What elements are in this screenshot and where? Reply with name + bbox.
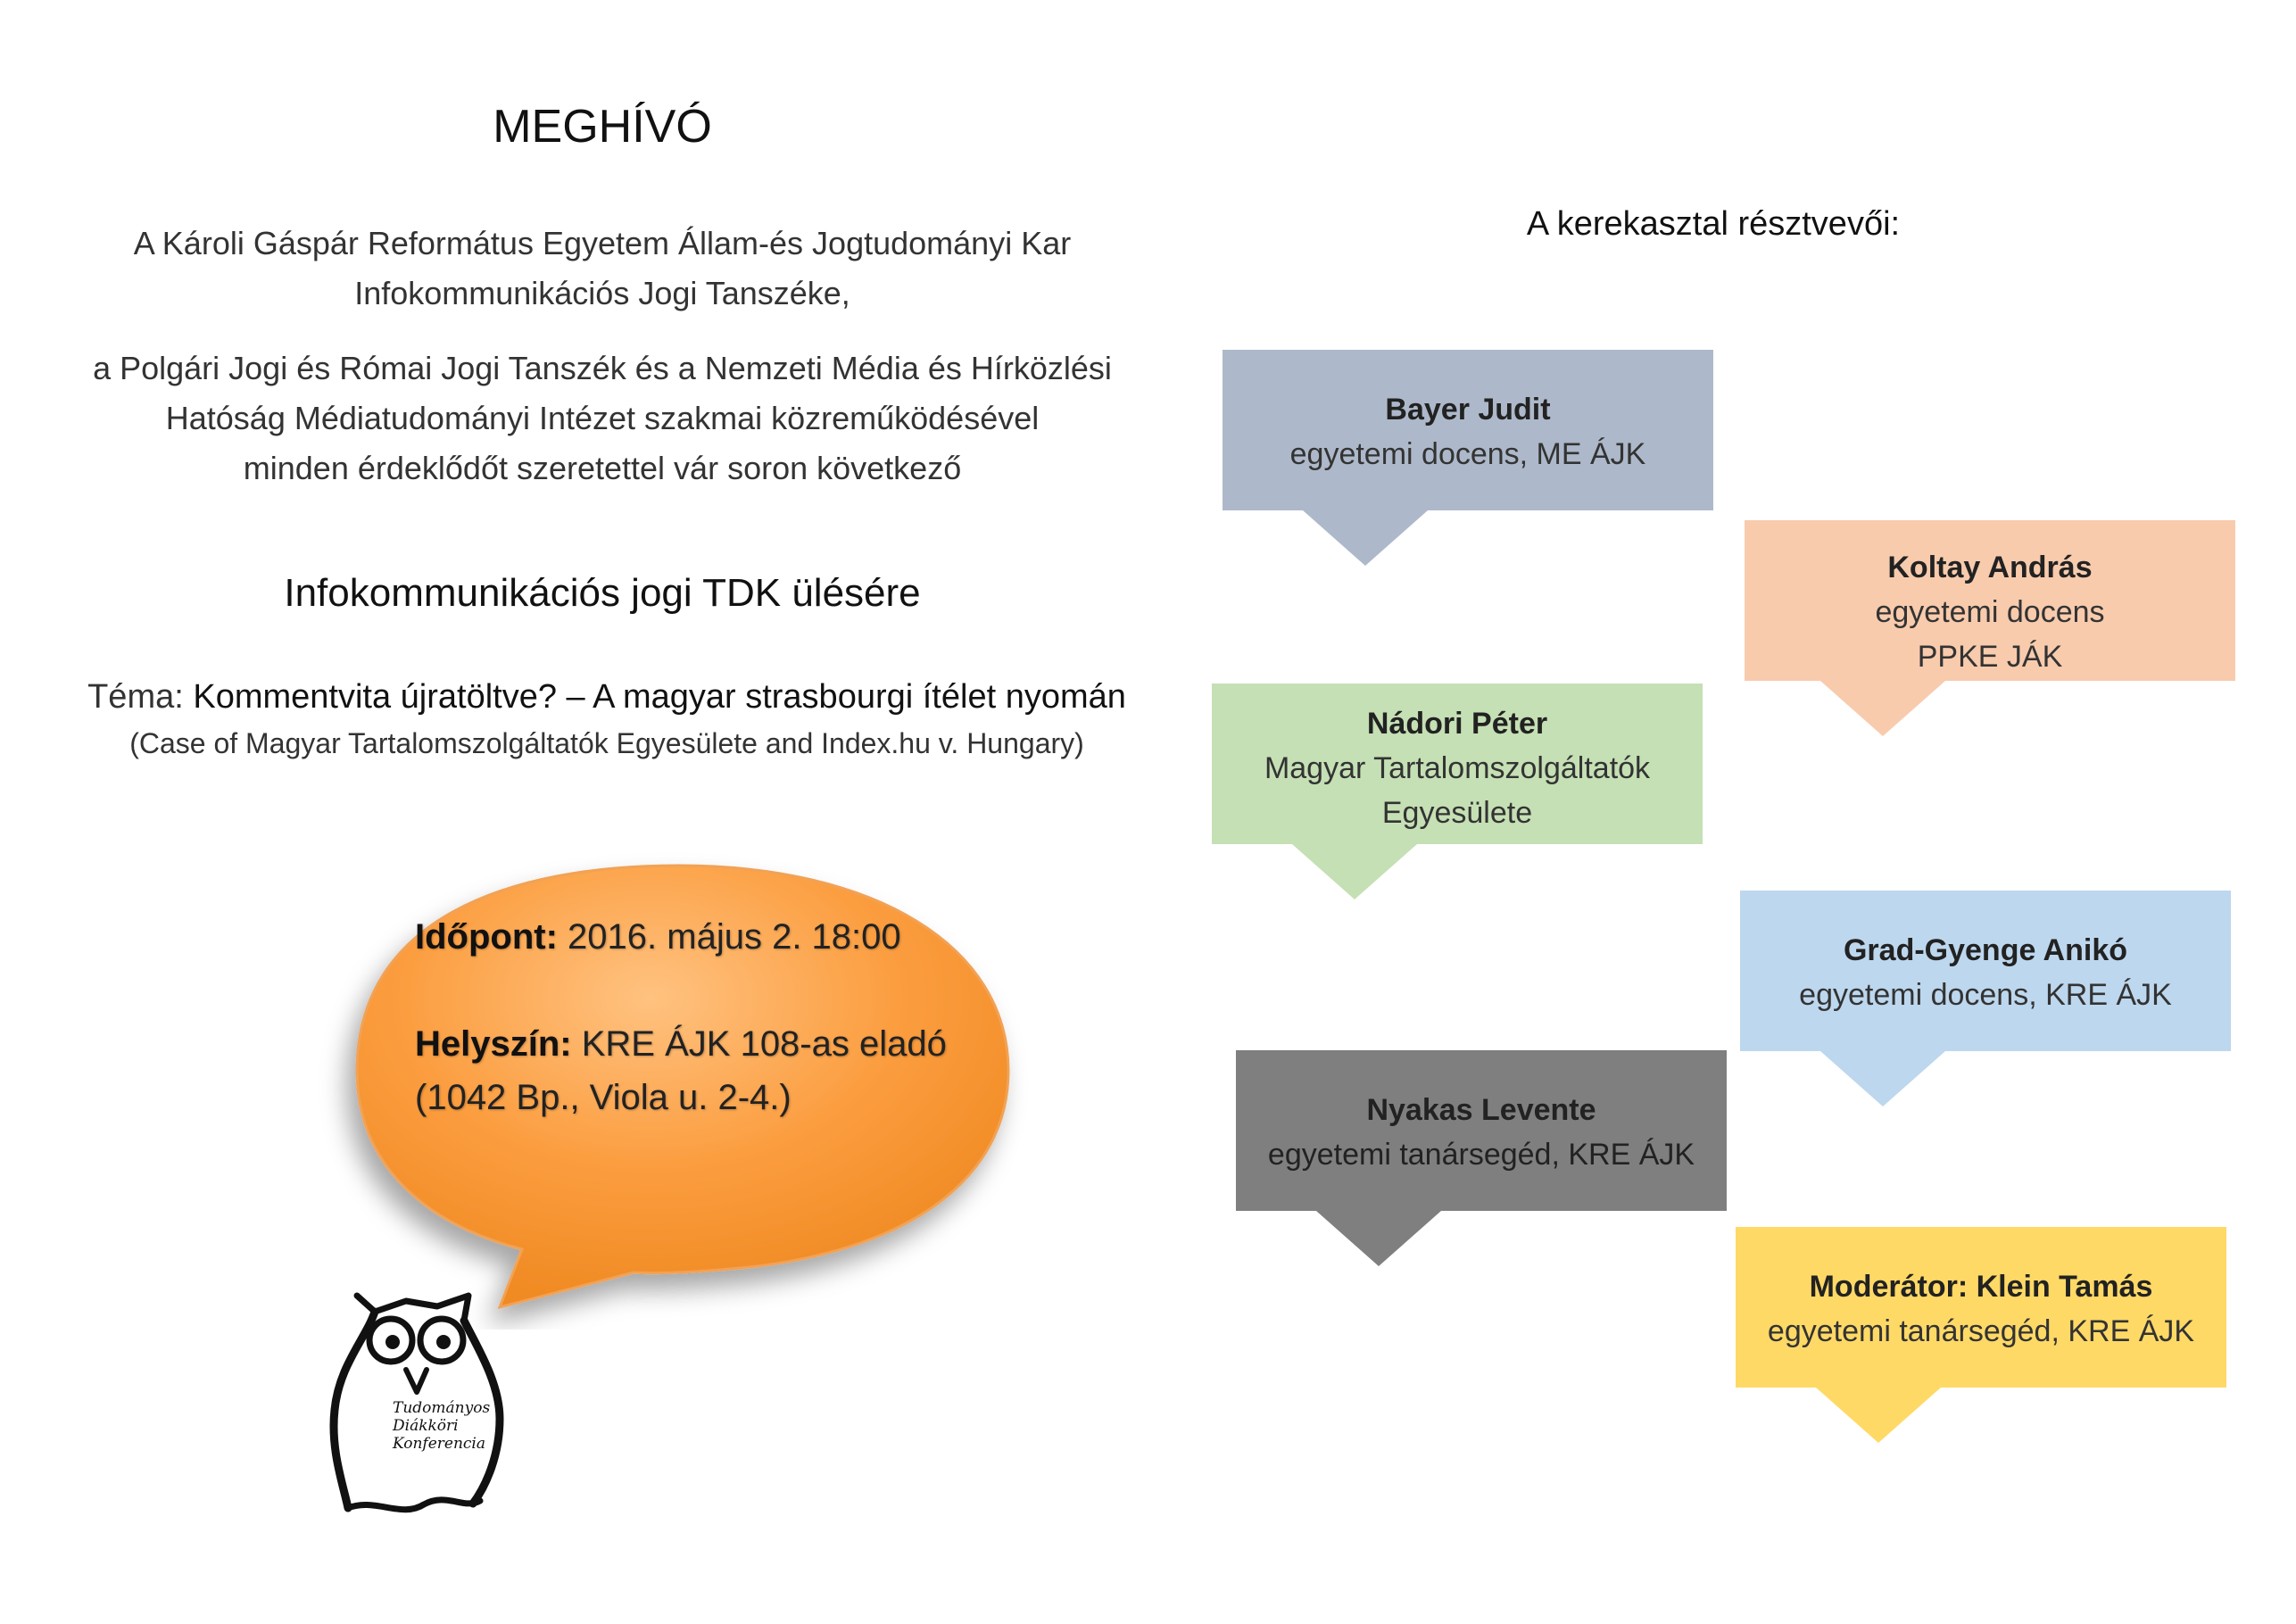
participant-card-koltay	[1745, 520, 2235, 681]
case-reference: (Case of Magyar Tartalomszolgáltatók Egyesülete and Index.hu v. Hungary)	[129, 727, 1084, 759]
callout-tail	[1316, 1211, 1441, 1266]
participant-role: egyetemi tanársegéd, KRE ÁJK	[1767, 1314, 2195, 1348]
participant-name: Nádori Péter	[1366, 707, 1548, 741]
callout-tail	[1292, 844, 1417, 899]
participant-affiliation: PPKE JÁK	[1917, 640, 2063, 674]
time-value: 2016. május 2. 18:00	[568, 917, 901, 957]
callout-tail	[1820, 1051, 1945, 1106]
participant-role: egyetemi docens, ME ÁJK	[1289, 437, 1646, 471]
intro-line: A Károli Gáspár Református Egyetem Állam-és Jogtudományi Kar	[133, 225, 1072, 261]
topic-label: Téma:	[87, 678, 184, 716]
participant-card-nyakas	[1236, 1050, 1727, 1211]
logo-line: Tudományos	[393, 1399, 491, 1417]
logo-line: Konferencia	[393, 1435, 486, 1453]
participant-role: egyetemi docens, KRE ÁJK	[1799, 978, 2172, 1012]
logo-text	[393, 1399, 490, 1453]
participant-card-nadori	[1212, 684, 1703, 844]
topic-line	[27, 678, 1187, 717]
participant-name: Bayer Judit	[1385, 393, 1551, 427]
participant-name: Grad-Gyenge Anikó	[1843, 933, 2128, 967]
place-label: Helyszín:	[415, 1024, 572, 1064]
event-time	[415, 910, 947, 964]
participant-card-bayer	[1223, 350, 1713, 510]
participant-name: Koltay András	[1887, 551, 2093, 584]
participant-affiliation: Egyesülete	[1381, 796, 1533, 830]
intro-organizer	[36, 219, 1169, 319]
participant-name: Moderátor: Klein Tamás	[1809, 1270, 2153, 1304]
callout-tail	[1820, 681, 1945, 736]
participants-title: A kerekasztal résztvevői:	[1526, 205, 1901, 243]
event-address: (1042 Bp., Viola u. 2-4.)	[415, 1078, 792, 1117]
callout-tail	[1816, 1388, 1941, 1443]
time-label: Időpont:	[415, 917, 558, 957]
topic-text: Kommentvita újratöltve? – A magyar strasbourgi ítélet nyomán	[193, 678, 1126, 716]
participant-card-grad-gyenge	[1740, 891, 2231, 1051]
logo-line: Diákköri	[393, 1417, 459, 1435]
intro-line: Infokommunikációs Jogi Tanszéke,	[354, 275, 850, 311]
participant-card-moderator	[1736, 1227, 2226, 1388]
participant-role: egyetemi docens	[1875, 595, 2105, 629]
event-place	[415, 1017, 947, 1071]
intro-line: Hatóság Médiatudományi Intézet szakmai közreműködésével	[165, 400, 1040, 436]
session-heading: Infokommunikációs jogi TDK ülésére	[284, 571, 921, 615]
intro-line: minden érdeklődőt szeretettel vár soron következő	[243, 450, 962, 486]
page-title: MEGHÍVÓ	[493, 101, 712, 153]
intro-cooperation	[36, 344, 1169, 493]
intro-line: a Polgári Jogi és Római Jogi Tanszék és a Nemzeti Média és Hírközlési	[93, 350, 1112, 386]
participant-role: egyetemi tanársegéd, KRE ÁJK	[1267, 1138, 1695, 1172]
participant-role: Magyar Tartalomszolgáltatók	[1264, 751, 1651, 785]
participant-name: Nyakas Levente	[1366, 1093, 1596, 1127]
place-value: KRE ÁJK 108-as eladó	[581, 1024, 947, 1064]
event-info	[415, 910, 947, 1124]
callout-tail	[1303, 510, 1428, 566]
